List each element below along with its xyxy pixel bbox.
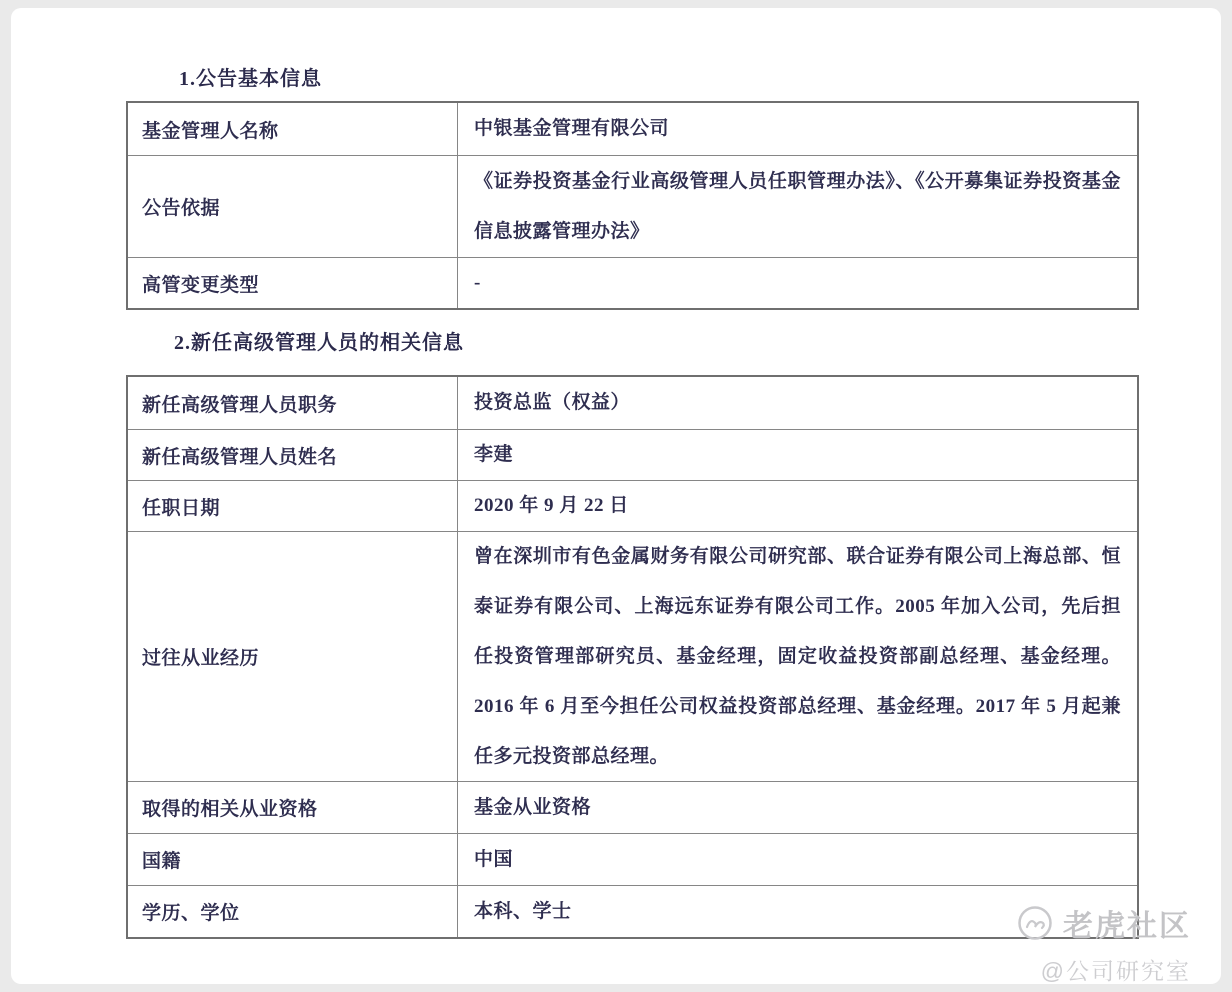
row-label: 高管变更类型 xyxy=(128,258,458,308)
table-row xyxy=(128,155,1137,257)
section-2-title: 2.新任高级管理人员的相关信息 xyxy=(174,332,464,354)
row-value: 《证券投资基金行业高级管理人员任职管理办法》、《公开募集证券投资基金信息披露管理办法》 xyxy=(474,170,1121,242)
document-page xyxy=(11,8,1221,984)
row-label: 新任高级管理人员职务 xyxy=(128,377,458,429)
table-row xyxy=(128,781,1137,833)
row-value: 中国 xyxy=(474,848,514,870)
row-value: - xyxy=(474,272,481,293)
watermark-brand-line xyxy=(1017,901,1191,945)
row-label: 取得的相关从业资格 xyxy=(128,782,458,833)
watermark-brand-text: 老虎社区 xyxy=(1063,910,1191,943)
row-label: 过往从业经历 xyxy=(128,532,458,781)
table-row xyxy=(128,429,1137,480)
row-value: 中银基金管理有限公司 xyxy=(474,118,670,139)
table-row xyxy=(128,531,1137,781)
row-value: 投资总监（权益） xyxy=(474,392,631,413)
table-row xyxy=(128,103,1137,155)
row-label: 基金管理人名称 xyxy=(128,103,458,155)
table-row xyxy=(128,377,1137,429)
table-row xyxy=(128,257,1137,308)
watermark xyxy=(1017,901,1191,986)
row-label: 学历、学位 xyxy=(128,886,458,937)
tiger-logo-icon xyxy=(1017,905,1053,941)
table-row xyxy=(128,833,1137,885)
row-value: 2020 年 9 月 22 日 xyxy=(474,495,629,516)
row-label: 公告依据 xyxy=(128,156,458,257)
row-value: 本科、学士 xyxy=(474,900,572,922)
row-label: 任职日期 xyxy=(128,481,458,531)
row-value: 李建 xyxy=(474,444,514,465)
watermark-handle-text: @公司研究室 xyxy=(1040,958,1191,984)
row-value: 曾在深圳市有色金属财务有限公司研究部、联合证券有限公司上海总部、恒泰证券有限公司、上海远东证券有限公司工作。2005 年加入公司，先后担任投资管理部研究员、基金经理，固定收益投资部副总经理、基金经理。2016 年 6 月至今担任公司权益投资部总经理、基金经理。2017 年 5 月起兼任多元投资部总经理。 xyxy=(474,545,1121,767)
row-value: 基金从业资格 xyxy=(474,796,592,818)
row-label: 国籍 xyxy=(128,834,458,885)
table-row xyxy=(128,480,1137,531)
new-executive-info-table xyxy=(126,375,1139,939)
announcement-basic-info-table xyxy=(126,101,1139,310)
section-1-title: 1.公告基本信息 xyxy=(179,68,322,90)
table-row xyxy=(128,885,1137,937)
row-label: 新任高级管理人员姓名 xyxy=(128,430,458,480)
